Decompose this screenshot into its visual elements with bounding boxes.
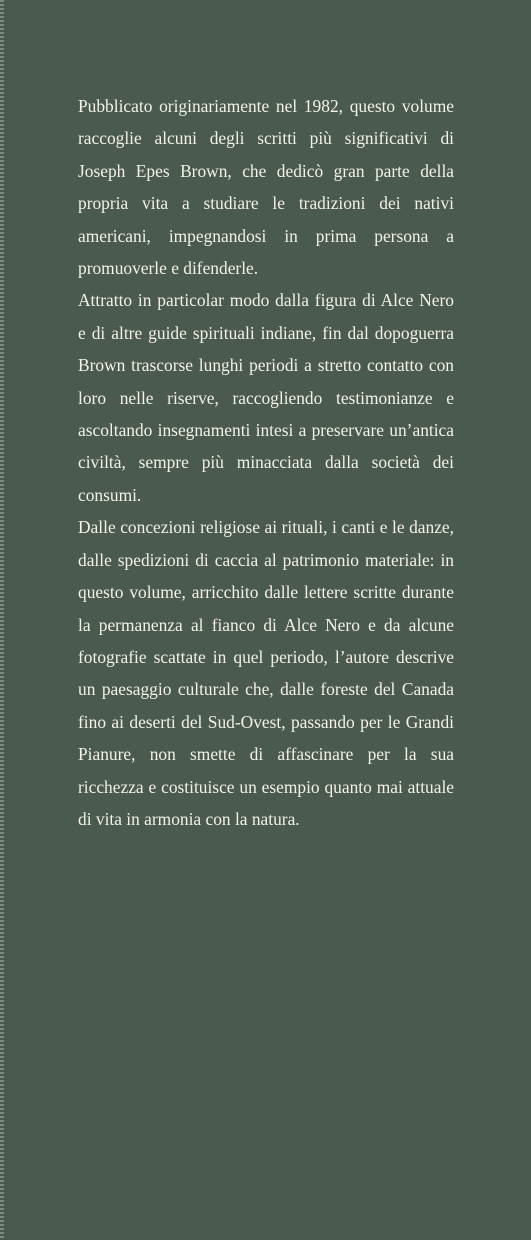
page-edge-texture <box>0 0 4 1240</box>
paragraph-3: Dalle concezioni religiose ai rituali, i canti e le danze, dalle spedizioni di caccia al patrimonio materiale: in questo volume, arricchito dalle lettere scritte durante la permanenza al fianco di Alce Nero e da alcune fotografie scattate in quel periodo, l’autore descrive un paesaggio culturale che, dalle foreste del Canada fino ai deserti del Sud-Ovest, passando per le Grandi Pianure, non smette di affascinare per la sua ricchezza e costituisce un esempio quanto mai attuale di vita in armonia con la natura. <box>78 517 454 829</box>
paragraph-1: Pubblicato originariamente nel 1982, questo volume raccoglie alcuni degli scritti più significativi di Joseph Epes Brown, che dedicò gran parte della propria vita a studiare le tradizioni dei nativi americani, impegnandosi in prima persona a promuoverle e difenderle. <box>78 96 454 279</box>
paragraph-2: Attratto in particolar modo dalla figura di Alce Nero e di altre guide spirituali indiane, fin dal dopoguerra Brown trascorse lunghi periodi a stretto contatto con loro nelle riserve, raccogliendo testimonianze e ascoltando insegnamenti intesi a preservare un’antica civiltà, sempre più minacciata dalla società dei consumi. <box>78 290 454 505</box>
blurb-text <box>78 90 454 835</box>
